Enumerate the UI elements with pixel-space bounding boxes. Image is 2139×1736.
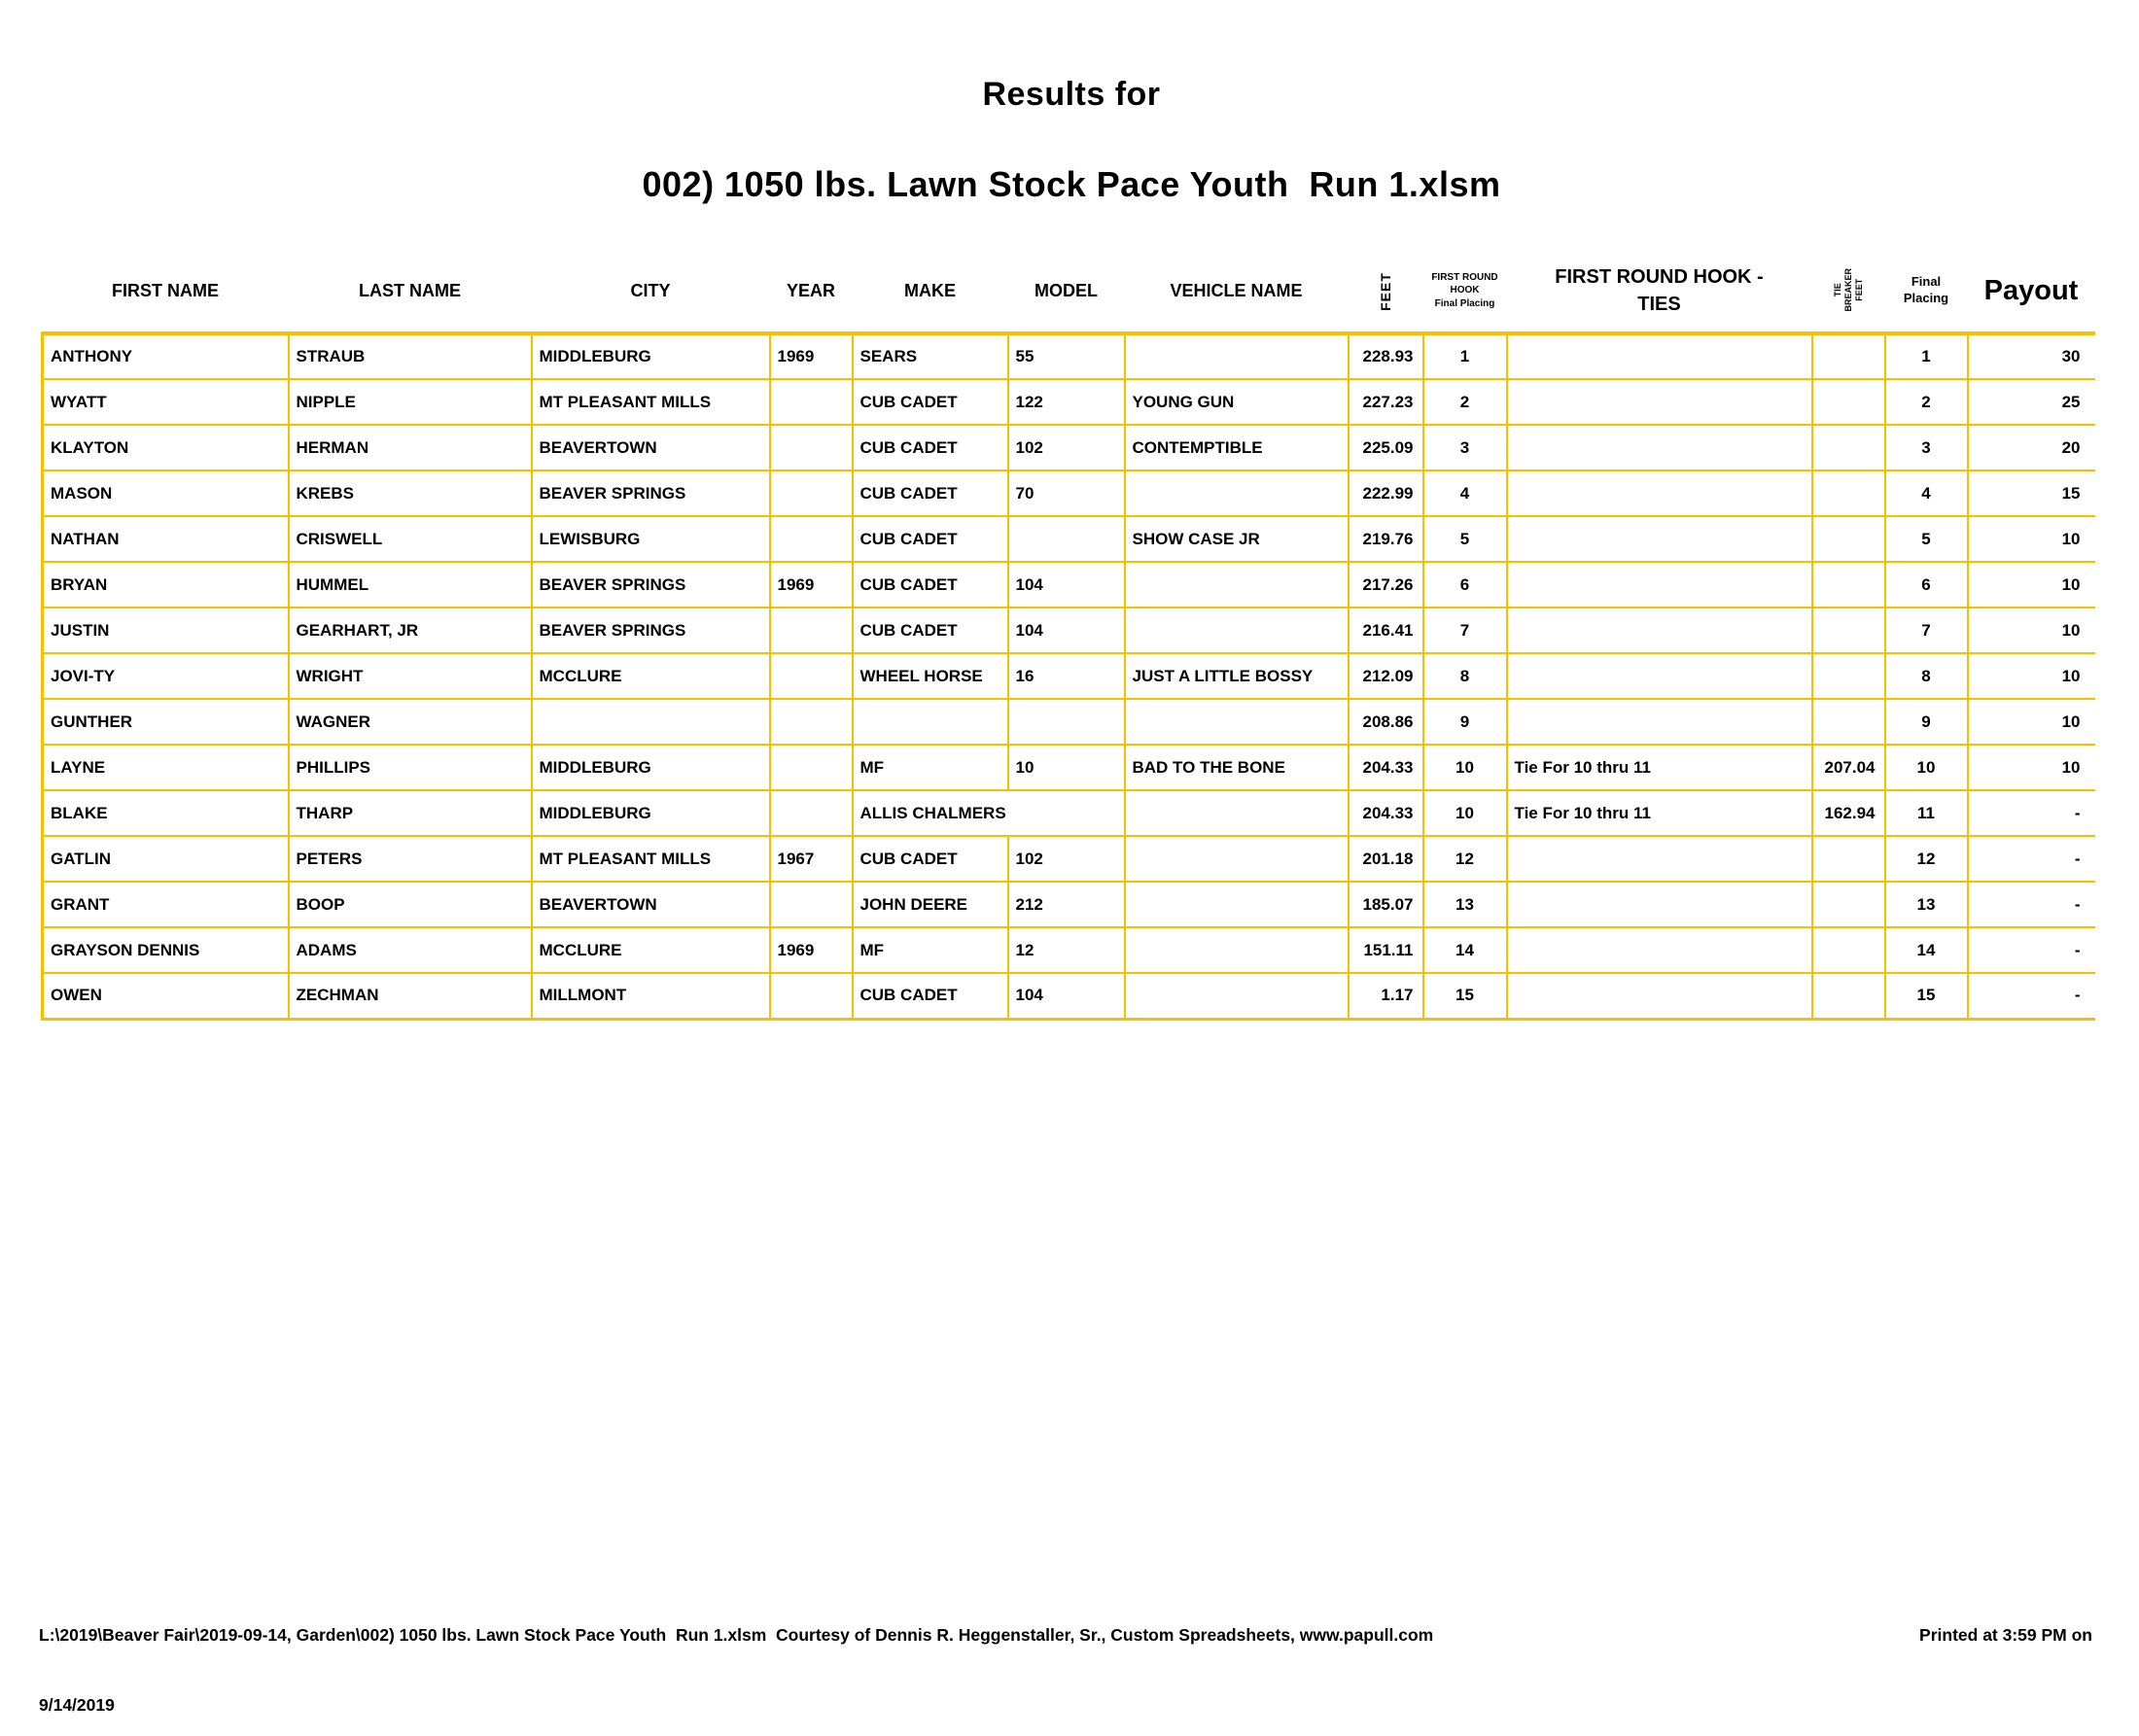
first-name-cell: GRANT (43, 882, 289, 927)
table-body (43, 333, 2095, 1019)
header-last-name (289, 250, 532, 333)
title-line2: 002) 1050 lbs. Lawn Stock Pace Youth Run 1.xlsm (642, 164, 1501, 204)
model-cell: 10 (1008, 745, 1125, 790)
table-row (43, 745, 2095, 790)
final-placing-cell: 1 (1885, 333, 1968, 379)
make-cell: ALLIS CHALMERS (853, 790, 1125, 836)
make-cell: CUB CADET (853, 379, 1008, 425)
tie-breaker-feet-cell (1812, 927, 1885, 973)
feet-cell: 216.41 (1349, 608, 1423, 653)
model-cell: 104 (1008, 562, 1125, 608)
feet-cell: 222.99 (1349, 470, 1423, 516)
make-cell: WHEEL HORSE (853, 653, 1008, 699)
header-year (770, 250, 853, 333)
first-name-cell: ANTHONY (43, 333, 289, 379)
first-round-placing-cell: 3 (1423, 425, 1507, 470)
page-footer (39, 1584, 2092, 1736)
table-header-row (43, 250, 2095, 333)
footer-print-date: 9/14/2019 (39, 1695, 115, 1715)
year-cell: 1967 (770, 836, 853, 882)
payout-cell: 10 (1968, 516, 2095, 562)
first-round-placing-cell: 2 (1423, 379, 1507, 425)
ties-cell: Tie For 10 thru 11 (1507, 790, 1812, 836)
vehicle-name-cell: SHOW CASE JR (1125, 516, 1349, 562)
tie-breaker-feet-cell (1812, 562, 1885, 608)
vehicle-name-cell (1125, 973, 1349, 1019)
make-cell (853, 699, 1008, 745)
final-placing-cell: 3 (1885, 425, 1968, 470)
first-round-placing-cell: 8 (1423, 653, 1507, 699)
ties-cell (1507, 882, 1812, 927)
footer-line1 (39, 1625, 2092, 1646)
first-name-cell: GRAYSON DENNIS (43, 927, 289, 973)
table-row (43, 562, 2095, 608)
header-city (532, 250, 770, 333)
model-cell (1008, 699, 1125, 745)
last-name-cell: BOOP (289, 882, 532, 927)
model-cell: 102 (1008, 425, 1125, 470)
payout-cell: 10 (1968, 562, 2095, 608)
payout-cell: 10 (1968, 745, 2095, 790)
ties-cell (1507, 653, 1812, 699)
year-cell (770, 790, 853, 836)
first-name-cell: NATHAN (43, 516, 289, 562)
payout-cell: - (1968, 927, 2095, 973)
tie-breaker-feet-cell (1812, 882, 1885, 927)
model-cell: 102 (1008, 836, 1125, 882)
vehicle-name-cell (1125, 882, 1349, 927)
make-cell: CUB CADET (853, 973, 1008, 1019)
table-row (43, 653, 2095, 699)
city-cell: BEAVER SPRINGS (532, 470, 770, 516)
feet-cell: 201.18 (1349, 836, 1423, 882)
table-row (43, 973, 2095, 1019)
city-cell: MCCLURE (532, 927, 770, 973)
payout-cell: - (1968, 973, 2095, 1019)
ties-cell (1507, 699, 1812, 745)
make-cell: MF (853, 927, 1008, 973)
table-row (43, 882, 2095, 927)
last-name-cell: THARP (289, 790, 532, 836)
feet-cell: 217.26 (1349, 562, 1423, 608)
header-final-line2: Placing (1903, 291, 1949, 305)
make-cell: CUB CADET (853, 608, 1008, 653)
make-cell: CUB CADET (853, 562, 1008, 608)
tie-breaker-feet-cell (1812, 379, 1885, 425)
header-final-placing (1885, 250, 1968, 333)
first-round-placing-cell: 7 (1423, 608, 1507, 653)
city-cell: MIDDLEBURG (532, 333, 770, 379)
header-make (853, 250, 1008, 333)
header-first-round-hook-ties (1507, 250, 1812, 333)
table-row (43, 333, 2095, 379)
first-round-placing-cell: 10 (1423, 745, 1507, 790)
year-cell (770, 973, 853, 1019)
header-vehicle-name-label: VEHICLE NAME (1170, 280, 1303, 300)
first-round-placing-cell: 6 (1423, 562, 1507, 608)
payout-cell: - (1968, 836, 2095, 882)
ties-cell (1507, 608, 1812, 653)
first-name-cell: GATLIN (43, 836, 289, 882)
title-line1: Results for (982, 76, 1161, 113)
year-cell (770, 745, 853, 790)
last-name-cell: GEARHART, JR (289, 608, 532, 653)
model-cell: 16 (1008, 653, 1125, 699)
model-cell: 70 (1008, 470, 1125, 516)
vehicle-name-cell (1125, 608, 1349, 653)
final-placing-cell: 5 (1885, 516, 1968, 562)
last-name-cell: WRIGHT (289, 653, 532, 699)
feet-cell: 1.17 (1349, 973, 1423, 1019)
year-cell (770, 608, 853, 653)
footer-printed-at: Printed at 3:59 PM on (1919, 1625, 2092, 1645)
header-feet-label: FEET (1378, 271, 1393, 311)
tie-breaker-feet-cell (1812, 470, 1885, 516)
final-placing-cell: 13 (1885, 882, 1968, 927)
make-cell: CUB CADET (853, 836, 1008, 882)
header-hook-line2: HOOK (1450, 285, 1480, 296)
payout-cell: 10 (1968, 699, 2095, 745)
payout-cell: - (1968, 882, 2095, 927)
city-cell: MIDDLEBURG (532, 745, 770, 790)
city-cell: BEAVER SPRINGS (532, 608, 770, 653)
first-name-cell: JOVI-TY (43, 653, 289, 699)
last-name-cell: PHILLIPS (289, 745, 532, 790)
city-cell: MIDDLEBURG (532, 790, 770, 836)
vehicle-name-cell: CONTEMPTIBLE (1125, 425, 1349, 470)
first-name-cell: WYATT (43, 379, 289, 425)
vehicle-name-cell (1125, 333, 1349, 379)
ties-cell (1507, 973, 1812, 1019)
tie-breaker-feet-cell: 207.04 (1812, 745, 1885, 790)
table-row (43, 470, 2095, 516)
header-payout-label: Payout (1983, 274, 2079, 306)
payout-cell: 10 (1968, 608, 2095, 653)
feet-cell: 204.33 (1349, 745, 1423, 790)
model-cell (1008, 516, 1125, 562)
final-placing-cell: 7 (1885, 608, 1968, 653)
final-placing-cell: 6 (1885, 562, 1968, 608)
year-cell (770, 470, 853, 516)
header-tie-breaker-feet-label: TIE BREAKER FEET (1832, 267, 1864, 312)
feet-cell: 151.11 (1349, 927, 1423, 973)
first-name-cell: BLAKE (43, 790, 289, 836)
vehicle-name-cell (1125, 562, 1349, 608)
year-cell (770, 699, 853, 745)
table-row (43, 836, 2095, 882)
final-placing-cell: 11 (1885, 790, 1968, 836)
vehicle-name-cell: BAD TO THE BONE (1125, 745, 1349, 790)
city-cell: MCCLURE (532, 653, 770, 699)
make-cell: CUB CADET (853, 425, 1008, 470)
year-cell (770, 425, 853, 470)
make-cell: CUB CADET (853, 516, 1008, 562)
first-round-placing-cell: 5 (1423, 516, 1507, 562)
city-cell: LEWISBURG (532, 516, 770, 562)
header-vehicle-name (1125, 250, 1349, 333)
table-row (43, 790, 2095, 836)
ties-cell (1507, 516, 1812, 562)
last-name-cell: PETERS (289, 836, 532, 882)
header-year-label: YEAR (786, 280, 835, 300)
last-name-cell: NIPPLE (289, 379, 532, 425)
year-cell: 1969 (770, 562, 853, 608)
first-round-placing-cell: 13 (1423, 882, 1507, 927)
first-round-placing-cell: 15 (1423, 973, 1507, 1019)
make-cell: SEARS (853, 333, 1008, 379)
header-model-label: MODEL (1034, 280, 1098, 300)
final-placing-cell: 8 (1885, 653, 1968, 699)
first-name-cell: BRYAN (43, 562, 289, 608)
final-placing-cell: 9 (1885, 699, 1968, 745)
vehicle-name-cell (1125, 836, 1349, 882)
model-cell: 104 (1008, 973, 1125, 1019)
feet-cell: 185.07 (1349, 882, 1423, 927)
first-round-placing-cell: 9 (1423, 699, 1507, 745)
year-cell: 1969 (770, 927, 853, 973)
first-name-cell: KLAYTON (43, 425, 289, 470)
table-row (43, 425, 2095, 470)
city-cell: BEAVER SPRINGS (532, 562, 770, 608)
year-cell (770, 882, 853, 927)
header-ties-line2: TIES (1637, 294, 1681, 315)
last-name-cell: HUMMEL (289, 562, 532, 608)
table-row (43, 608, 2095, 653)
header-first-name (43, 250, 289, 333)
tie-breaker-feet-cell (1812, 699, 1885, 745)
final-placing-cell: 4 (1885, 470, 1968, 516)
tie-breaker-feet-cell (1812, 425, 1885, 470)
feet-cell: 204.33 (1349, 790, 1423, 836)
year-cell (770, 653, 853, 699)
header-city-label: CITY (630, 280, 671, 300)
first-round-placing-cell: 12 (1423, 836, 1507, 882)
payout-cell: - (1968, 790, 2095, 836)
tie-breaker-feet-cell (1812, 333, 1885, 379)
final-placing-cell: 12 (1885, 836, 1968, 882)
last-name-cell: CRISWELL (289, 516, 532, 562)
final-placing-cell: 10 (1885, 745, 1968, 790)
header-ties-line1: FIRST ROUND HOOK - (1555, 266, 1764, 288)
tie-breaker-feet-cell: 162.94 (1812, 790, 1885, 836)
tie-breaker-feet-cell (1812, 973, 1885, 1019)
ties-cell (1507, 562, 1812, 608)
final-placing-cell: 14 (1885, 927, 1968, 973)
make-cell: CUB CADET (853, 470, 1008, 516)
header-model (1008, 250, 1125, 333)
tie-breaker-feet-cell (1812, 516, 1885, 562)
city-cell: MILLMONT (532, 973, 770, 1019)
payout-cell: 10 (1968, 653, 2095, 699)
last-name-cell: ZECHMAN (289, 973, 532, 1019)
ties-cell (1507, 379, 1812, 425)
tie-breaker-feet-cell (1812, 836, 1885, 882)
ties-cell: Tie For 10 thru 11 (1507, 745, 1812, 790)
header-hook-line3: Final Placing (1434, 297, 1495, 309)
model-cell: 55 (1008, 333, 1125, 379)
year-cell: 1969 (770, 333, 853, 379)
make-cell: JOHN DEERE (853, 882, 1008, 927)
last-name-cell: HERMAN (289, 425, 532, 470)
city-cell: BEAVERTOWN (532, 425, 770, 470)
header-make-label: MAKE (904, 280, 956, 300)
header-first-round-hook-placing (1423, 250, 1507, 333)
feet-cell: 228.93 (1349, 333, 1423, 379)
first-round-placing-cell: 10 (1423, 790, 1507, 836)
table-row (43, 699, 2095, 745)
tie-breaker-feet-cell (1812, 653, 1885, 699)
header-tie-breaker-feet-rotated (1812, 250, 1885, 333)
first-name-cell: OWEN (43, 973, 289, 1019)
city-cell: BEAVERTOWN (532, 882, 770, 927)
feet-cell: 212.09 (1349, 653, 1423, 699)
city-cell: MT PLEASANT MILLS (532, 836, 770, 882)
first-name-cell: MASON (43, 470, 289, 516)
footer-file-path: L:\2019\Beaver Fair\2019-09-14, Garden\002) 1050 lbs. Lawn Stock Pace Youth Run 1.xlsm Courtesy of Dennis R. Heggenstaller, Sr., Custom Spreadsheets, www.papull.com (39, 1625, 1434, 1645)
vehicle-name-cell: YOUNG GUN (1125, 379, 1349, 425)
last-name-cell: KREBS (289, 470, 532, 516)
header-final-line1: Final (1911, 274, 1942, 290)
first-name-cell: GUNTHER (43, 699, 289, 745)
first-round-placing-cell: 4 (1423, 470, 1507, 516)
last-name-cell: WAGNER (289, 699, 532, 745)
vehicle-name-cell (1125, 927, 1349, 973)
feet-cell: 227.23 (1349, 379, 1423, 425)
first-name-cell: JUSTIN (43, 608, 289, 653)
table-row (43, 516, 2095, 562)
results-table (41, 250, 2095, 1021)
ties-cell (1507, 470, 1812, 516)
first-name-cell: LAYNE (43, 745, 289, 790)
payout-cell: 20 (1968, 425, 2095, 470)
make-cell: MF (853, 745, 1008, 790)
year-cell (770, 516, 853, 562)
tie-breaker-feet-cell (1812, 608, 1885, 653)
feet-cell: 208.86 (1349, 699, 1423, 745)
model-cell: 212 (1008, 882, 1125, 927)
model-cell: 12 (1008, 927, 1125, 973)
city-cell: MT PLEASANT MILLS (532, 379, 770, 425)
last-name-cell: ADAMS (289, 927, 532, 973)
vehicle-name-cell (1125, 699, 1349, 745)
ties-cell (1507, 425, 1812, 470)
final-placing-cell: 15 (1885, 973, 1968, 1019)
header-payout (1968, 250, 2095, 333)
header-feet-rotated (1349, 250, 1423, 333)
table-row (43, 927, 2095, 973)
page-title (41, 41, 2102, 223)
model-cell: 122 (1008, 379, 1125, 425)
ties-cell (1507, 836, 1812, 882)
vehicle-name-cell (1125, 470, 1349, 516)
feet-cell: 219.76 (1349, 516, 1423, 562)
model-cell: 104 (1008, 608, 1125, 653)
payout-cell: 30 (1968, 333, 2095, 379)
last-name-cell: STRAUB (289, 333, 532, 379)
year-cell (770, 379, 853, 425)
first-round-placing-cell: 1 (1423, 333, 1507, 379)
payout-cell: 15 (1968, 470, 2095, 516)
vehicle-name-cell: JUST A LITTLE BOSSY (1125, 653, 1349, 699)
table-row (43, 379, 2095, 425)
first-round-placing-cell: 14 (1423, 927, 1507, 973)
final-placing-cell: 2 (1885, 379, 1968, 425)
ties-cell (1507, 333, 1812, 379)
header-hook-line1: FIRST ROUND (1431, 271, 1498, 283)
feet-cell: 225.09 (1349, 425, 1423, 470)
payout-cell: 25 (1968, 379, 2095, 425)
header-first-name-label: FIRST NAME (112, 280, 219, 300)
header-last-name-label: LAST NAME (359, 280, 461, 300)
vehicle-name-cell (1125, 790, 1349, 836)
city-cell (532, 699, 770, 745)
ties-cell (1507, 927, 1812, 973)
